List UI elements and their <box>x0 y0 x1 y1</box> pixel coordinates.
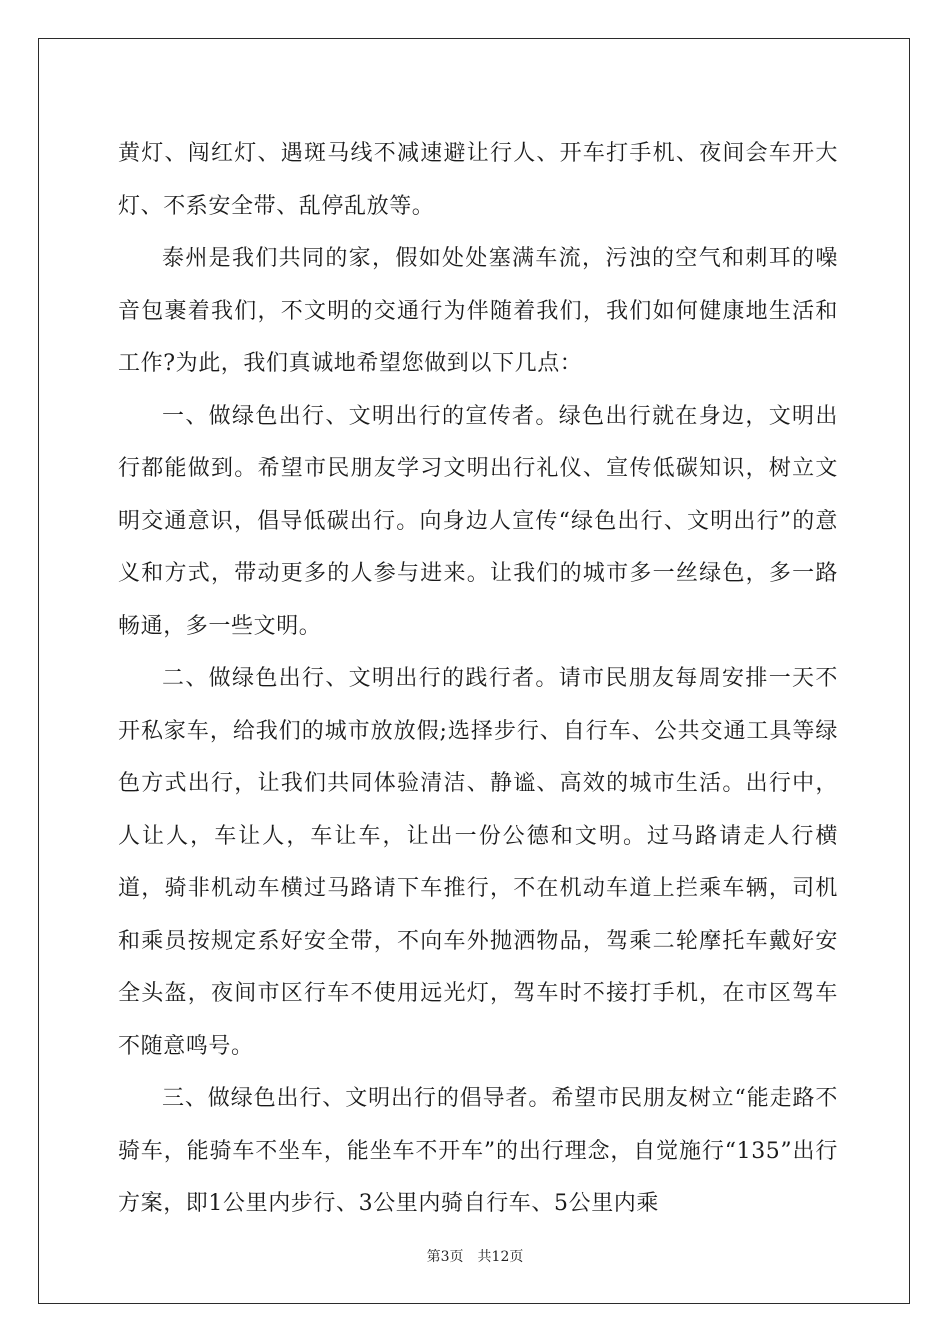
page-number-total: 共12页 <box>477 1249 524 1265</box>
page-number-current: 第3页 <box>426 1249 464 1265</box>
document-body <box>118 128 838 1231</box>
paragraph-point-1: 一、做绿色出行、文明出行的宣传者。绿色出行就在身边，文明出行都能做到。希望市民朋友学习文明出行礼仪、宣传低碳知识，树立文明交通意识，倡导低碳出行。向身边人宣传“绿色出行、文明出行”的意义和方式，带动更多的人参与进来。让我们的城市多一丝绿色，多一路畅通，多一些文明。 <box>118 403 838 639</box>
page-footer <box>0 1246 950 1266</box>
paragraph-point-3: 三、做绿色出行、文明出行的倡导者。希望市民朋友树立“能走路不骑车，能骑车不坐车，能坐车不开车”的出行理念，自觉施行“135”出行方案，即1公里内步行、3公里内骑自行车、5公里内乘 <box>118 1086 838 1216</box>
paragraph-continuation: 黄灯、闯红灯、遇斑马线不减速避让行人、开车打手机、夜间会车开大灯、不系安全带、乱停乱放等。 <box>118 141 838 219</box>
paragraph-point-2: 二、做绿色出行、文明出行的践行者。请市民朋友每周安排一天不开私家车，给我们的城市放放假;选择步行、自行车、公共交通工具等绿色方式出行，让我们共同体验清洁、静谧、高效的城市生活。出行中，人让人，车让人，车让车，让出一份公德和文明。过马路请走人行横道，骑非机动车横过马路请下车推行，不在机动车道上拦乘车辆，司机和乘员按规定系好安全带，不向车外抛洒物品，驾乘二轮摩托车戴好安全头盔，夜间市区行车不使用远光灯，驾车时不接打手机，在市区驾车不随意鸣号。 <box>118 666 838 1059</box>
paragraph-intro: 泰州是我们共同的家，假如处处塞满车流，污浊的空气和刺耳的噪音包裹着我们，不文明的交通行为伴随着我们，我们如何健康地生活和工作?为此，我们真诚地希望您做到以下几点： <box>118 246 838 376</box>
